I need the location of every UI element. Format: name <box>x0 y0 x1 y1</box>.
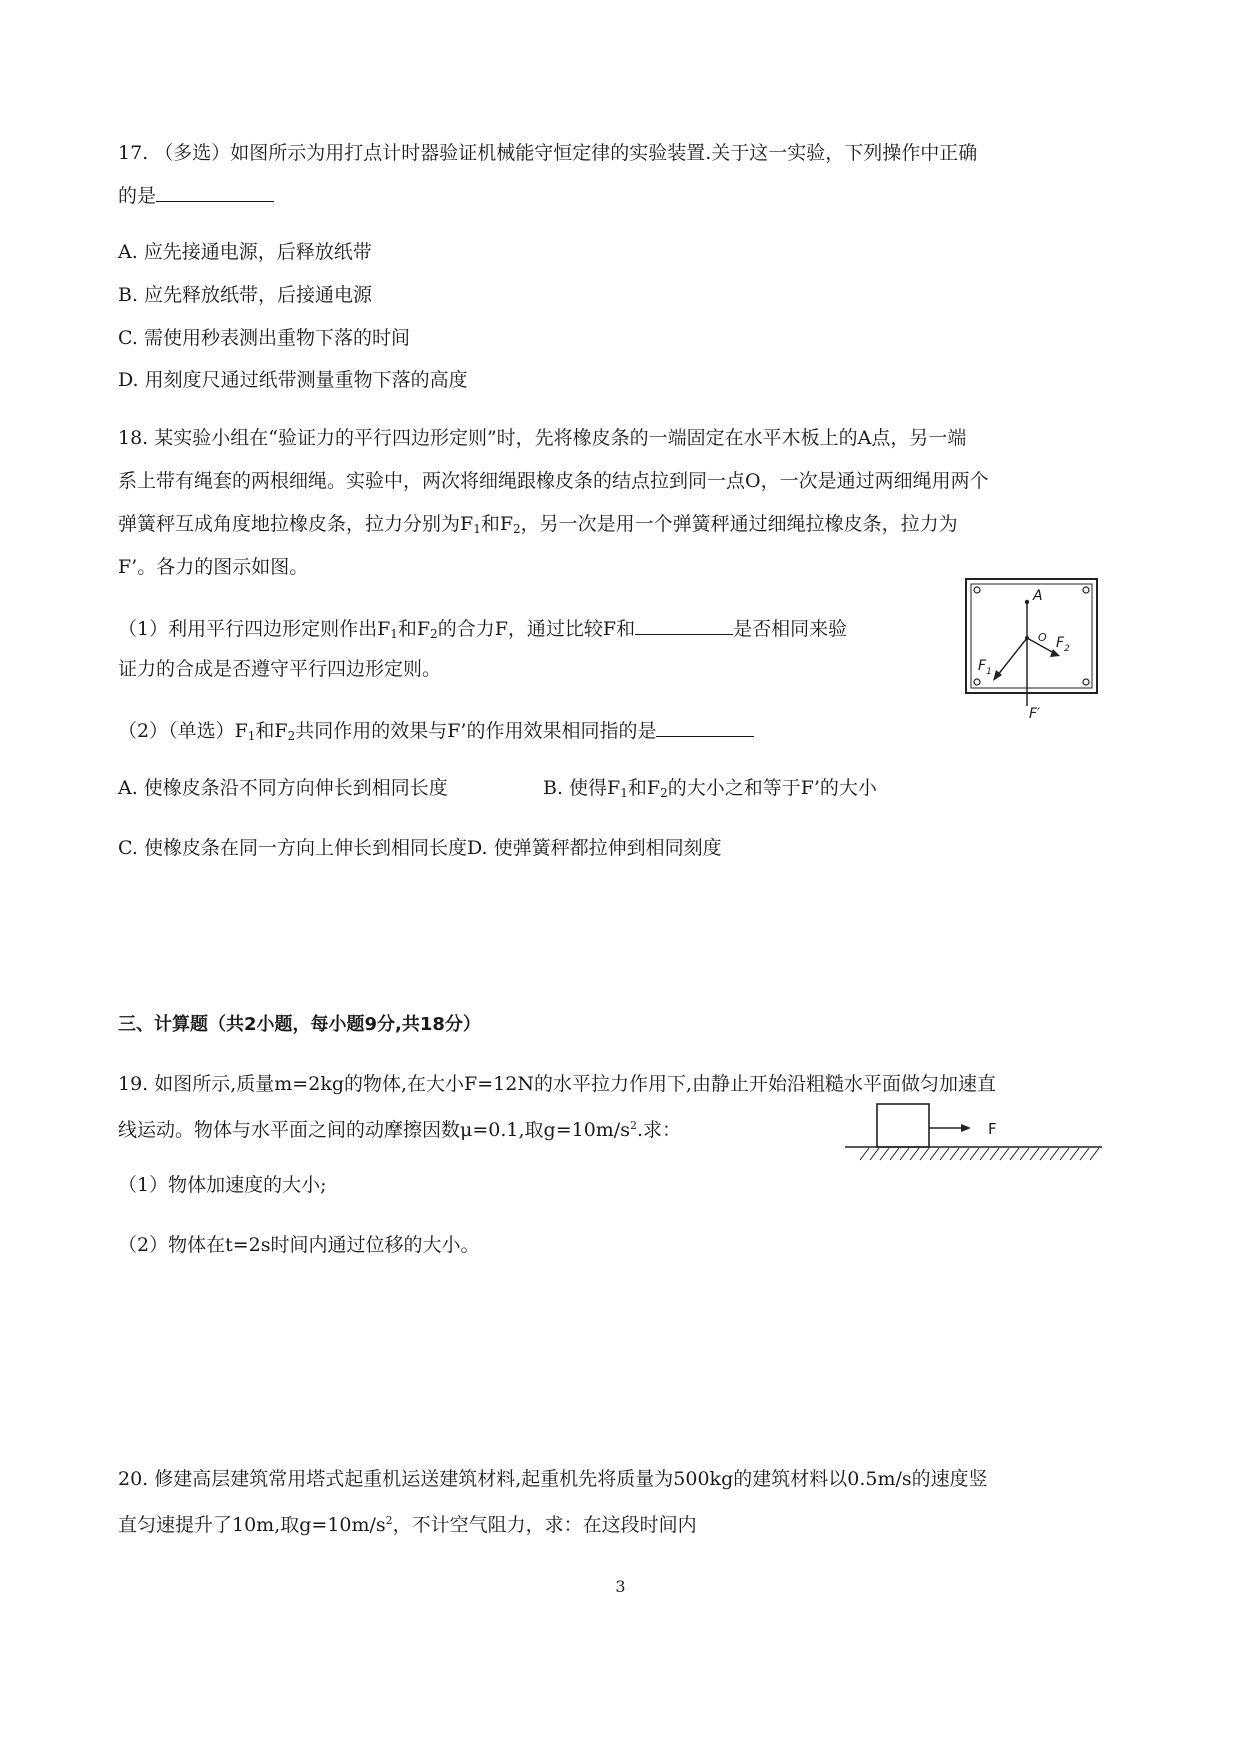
q17-option-d: D. 用刻度尺通过纸带测量重物下落的高度 <box>118 369 468 391</box>
hatch-mark <box>880 1148 889 1160</box>
q18-part1-line2: 证力的合成是否遵守平行四边形定则。 <box>118 658 442 680</box>
hatch-mark <box>1050 1148 1059 1160</box>
pin-bottom-right <box>1083 679 1089 685</box>
q20-stem-line2: 直匀速提升了10m,取$g=10m/s^2$，不计空气阻力，求：在这段时间内 <box>118 1514 697 1536</box>
q18-stem-line2: 系上带有绳套的两根细绳。实验中，两次将细绳跟橡皮条的结点拉到同一点O，一次是通过两细绳用两个 <box>118 470 989 492</box>
hatch-mark <box>900 1148 909 1160</box>
hatch-mark <box>910 1148 919 1160</box>
q17-option-c: C. 需使用秒表测出重物下落的时间 <box>118 327 410 349</box>
hatch-mark <box>950 1148 959 1160</box>
q19-part1: （1）物体加速度的大小; <box>118 1174 327 1196</box>
ground-hatching <box>860 1148 1099 1160</box>
point-o-dot <box>1025 636 1029 640</box>
label-f2: $F_2$ <box>1056 635 1070 654</box>
q20-stem-line1: 20. 修建高层建筑常用塔式起重机运送建筑材料,起重机先将质量为500kg的建筑材料以0.5m/s的速度竖 <box>118 1468 988 1490</box>
q19-block-diagram <box>845 1100 1105 1166</box>
q18-stem-line3: 弹簧秤互成角度地拉橡皮条，拉力分别为$F_1$和$F_2$，另一次是用一个弹簧秤通过细绳拉橡皮条，拉力为 <box>118 513 958 536</box>
force-label: F <box>988 1120 997 1138</box>
hatch-mark <box>930 1148 939 1160</box>
hatch-mark <box>960 1148 969 1160</box>
force-arrowhead <box>961 1124 971 1132</box>
q18-options-c-d: C. 使橡皮条在同一方向上伸长到相同长度D. 使弹簧秤都拉伸到相同刻度 <box>118 837 722 859</box>
q18-stem-line1: 18. 某实验小组在“验证力的平行四边形定则”时，先将橡皮条的一端固定在水平木板上的A点，另一端 <box>118 427 967 449</box>
hatch-mark <box>970 1148 979 1160</box>
hatch-mark <box>890 1148 899 1160</box>
block <box>877 1104 929 1147</box>
q17-stem-line1: 17. （多选）如图所示为用打点计时器验证机械能守恒定律的实验装置.关于这一实验，下列操作中正确 <box>118 142 978 164</box>
hatch-mark <box>1010 1148 1019 1160</box>
q18-option-b: B. 使得$F_1$和$F_2$的大小之和等于F’的大小 <box>543 777 877 800</box>
q18-part1-line1: （1）利用平行四边形定则作出$F_1$和$F_2$的合力F，通过比较F和 是否相同来验 <box>118 614 847 647</box>
q18-part2-blank[interactable] <box>656 716 754 737</box>
hatch-mark <box>870 1148 879 1160</box>
label-a: A <box>1033 588 1043 604</box>
q17-answer-blank[interactable] <box>156 181 274 202</box>
q17-option-a: A. 应先接通电源，后释放纸带 <box>118 241 372 263</box>
hatch-mark <box>1060 1148 1069 1160</box>
page-number: 3 <box>615 1577 626 1596</box>
label-o: O <box>1038 631 1047 644</box>
f1-arrow-line <box>997 638 1027 676</box>
q18-force-diagram <box>965 578 1100 728</box>
q18-part1-blank[interactable] <box>635 614 733 635</box>
label-f-prime: F′ <box>1029 706 1041 722</box>
hatch-mark <box>1030 1148 1039 1160</box>
hatch-mark <box>860 1148 869 1160</box>
hatch-mark <box>1000 1148 1009 1160</box>
hatch-mark <box>1040 1148 1049 1160</box>
q19-stem-line1: 19. 如图所示,质量m=2kg的物体,在大小F=12N的水平拉力作用下,由静止开始沿粗糙水平面做匀加速直 <box>118 1073 996 1095</box>
hatch-mark <box>920 1148 929 1160</box>
q19-stem-line2: 线运动。物体与水平面之间的动摩擦因数μ=0.1,取$g=10m/s^2$.求： <box>118 1119 681 1141</box>
hatch-mark <box>1080 1148 1089 1160</box>
pin-top-right <box>1083 587 1089 593</box>
q18-part2: （2）（单选）$F_1$和$F_2$共同作用的效果与F’的作用效果相同指的是 <box>118 716 754 749</box>
hatch-mark <box>940 1148 949 1160</box>
label-f1: $F_1$ <box>978 658 992 677</box>
hatch-mark <box>1090 1148 1099 1160</box>
pin-top-left <box>974 587 980 593</box>
hatch-mark <box>1070 1148 1079 1160</box>
q19-part2: （2）物体在t=2s时间内通过位移的大小。 <box>118 1234 480 1256</box>
section-3-heading: 三、计算题（共2小题，每小题9分,共18分） <box>118 1014 481 1035</box>
point-a-dot <box>1025 600 1029 604</box>
q18-stem-line4: F’。各力的图示如图。 <box>118 556 309 578</box>
hatch-mark <box>990 1148 999 1160</box>
hatch-mark <box>1020 1148 1029 1160</box>
hatch-mark <box>980 1148 989 1160</box>
pin-bottom-left <box>974 679 980 685</box>
q18-option-a: A. 使橡皮条沿不同方向伸长到相同长度 <box>118 777 448 799</box>
q17-option-b: B. 应先释放纸带，后接通电源 <box>118 284 373 306</box>
q17-stem-line2: 的是 <box>118 181 274 209</box>
